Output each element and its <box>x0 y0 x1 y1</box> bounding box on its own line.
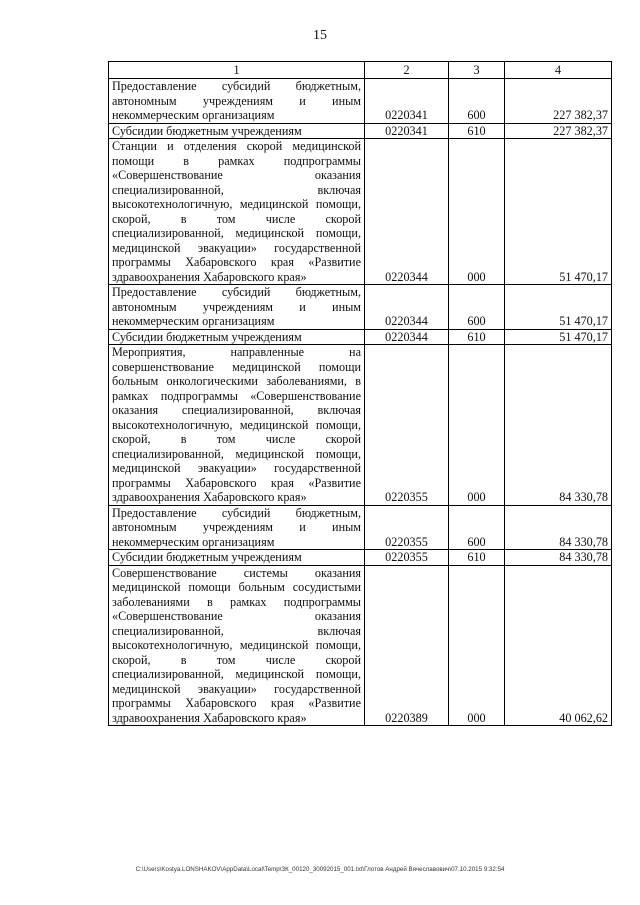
row-amount: 84 330,78 <box>505 550 612 566</box>
row-amount: 84 330,78 <box>505 505 612 550</box>
header-col-4: 4 <box>505 62 612 79</box>
table-row <box>109 345 612 506</box>
row-amount: 227 382,37 <box>505 79 612 124</box>
row-type: 610 <box>449 329 505 345</box>
row-name: Предоставление субсидий бюджетным, автономным учреждениям и иным некоммерческим организациям <box>109 505 365 550</box>
row-type: 000 <box>449 139 505 285</box>
row-code: 0220355 <box>365 550 449 566</box>
table-row <box>109 285 612 330</box>
row-type: 610 <box>449 123 505 139</box>
header-col-3: 3 <box>449 62 505 79</box>
row-amount: 51 470,17 <box>505 329 612 345</box>
row-code: 0220341 <box>365 79 449 124</box>
row-code: 0220341 <box>365 123 449 139</box>
table-row <box>109 123 612 139</box>
row-amount: 51 470,17 <box>505 139 612 285</box>
header-col-2: 2 <box>365 62 449 79</box>
row-name: Субсидии бюджетным учреждениям <box>109 123 365 139</box>
row-name: Предоставление субсидий бюджетным, автономным учреждениям и иным некоммерческим организациям <box>109 285 365 330</box>
budget-table <box>108 61 612 726</box>
header-col-1: 1 <box>109 62 365 79</box>
row-code: 0220389 <box>365 565 449 726</box>
row-code: 0220355 <box>365 345 449 506</box>
row-code: 0220344 <box>365 139 449 285</box>
row-type: 000 <box>449 565 505 726</box>
row-code: 0220344 <box>365 329 449 345</box>
page-number: 15 <box>313 28 327 43</box>
row-type: 000 <box>449 345 505 506</box>
row-type: 600 <box>449 285 505 330</box>
file-path-footer: C:\Users\Kostya.LONSHAKOV\AppData\Local\Temp\ЗК_00120_30092015_001.txt\Глотов Андрей Вячеславович\07.10.2015 9:32:54 <box>135 866 505 873</box>
row-code: 0220344 <box>365 285 449 330</box>
row-amount: 51 470,17 <box>505 285 612 330</box>
row-amount: 84 330,78 <box>505 345 612 506</box>
table-row <box>109 79 612 124</box>
row-name: Совершенствование системы оказания медицинской помощи больным сосудистыми заболеваниями в рамках подпрограммы «Совершенствование оказания специализированной, включая высокотехнологичную, медицинской помощи, скорой, в том числе скорой специализированной, медицинской помощи, медицинской эвакуации» государственной программы Хабаровского края «Развитие здравоохранения Хабаровского края» <box>109 565 365 726</box>
row-name: Станции и отделения скорой медицинской помощи в рамках подпрограммы «Совершенствование оказания специализированной, включая высокотехнологичную, медицинской помощи, скорой, в том числе скорой специализированной, медицинской помощи, медицинской эвакуации» государственной программы Хабаровского края «Развитие здравоохранения Хабаровского края» <box>109 139 365 285</box>
row-name: Предоставление субсидий бюджетным, автономным учреждениям и иным некоммерческим организациям <box>109 79 365 124</box>
row-amount: 227 382,37 <box>505 123 612 139</box>
row-code: 0220355 <box>365 505 449 550</box>
row-type: 600 <box>449 505 505 550</box>
table-row <box>109 139 612 285</box>
row-type: 600 <box>449 79 505 124</box>
table-row <box>109 505 612 550</box>
row-name: Мероприятия, направленные на совершенствование медицинской помощи больным онкологическими заболеваниями, в рамках подпрограммы «Совершенствование оказания специализированной, включая высокотехнологичную, медицинской помощи, скорой, в том числе скорой специализированной, медицинской помощи, медицинской эвакуации» государственной программы Хабаровского края «Развитие здравоохранения Хабаровского края» <box>109 345 365 506</box>
table-header-row <box>109 62 612 79</box>
table-row <box>109 565 612 726</box>
row-type: 610 <box>449 550 505 566</box>
table-row <box>109 329 612 345</box>
row-name: Субсидии бюджетным учреждениям <box>109 550 365 566</box>
table-row <box>109 550 612 566</box>
row-amount: 40 062,62 <box>505 565 612 726</box>
row-name: Субсидии бюджетным учреждениям <box>109 329 365 345</box>
